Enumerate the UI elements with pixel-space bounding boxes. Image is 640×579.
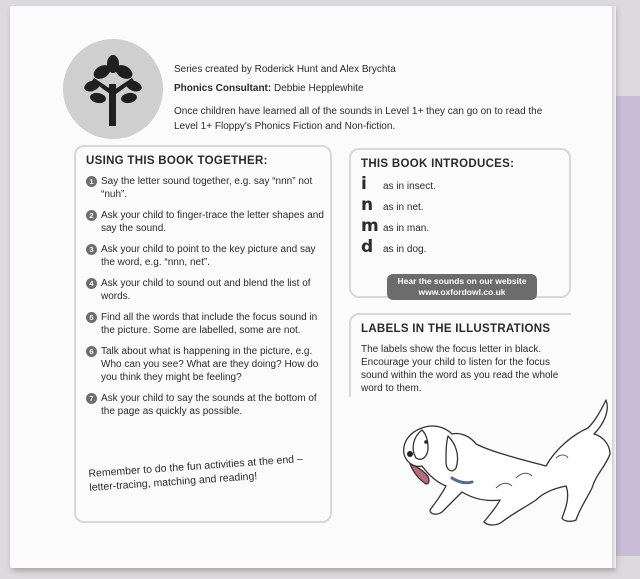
list-item <box>86 209 326 235</box>
list-item <box>361 195 436 216</box>
labels-panel <box>349 313 571 397</box>
list-item <box>86 277 326 303</box>
series-credit: Series created by Roderick Hunt and Alex Brychta <box>174 64 396 75</box>
list-item <box>86 345 326 384</box>
focus-letter: n <box>361 195 374 215</box>
step-text: Say the letter sound together, e.g. say “nnn” not “nuh”. <box>101 176 313 200</box>
step-text: Ask your child to finger-trace the letter shapes and say the sound. <box>101 210 324 234</box>
letter-example: as in insect. <box>383 181 436 192</box>
letter-example: as in man. <box>383 223 430 234</box>
step-number-icon: 1 <box>86 176 97 187</box>
labels-text: The labels show the focus letter in black. Encourage your child to listen for the focus sound within the word as you read the whole word to them. <box>361 344 559 394</box>
introduces-title: THIS BOOK INTRODUCES: <box>361 158 515 170</box>
introduces-panel <box>349 148 571 298</box>
labels-title: LABELS IN THE ILLUSTRATIONS <box>361 323 551 335</box>
step-number-icon: 2 <box>86 210 97 221</box>
step-text: Talk about what is happening in the picture, e.g. Who can you see? What are they doing? How do you think they might be feeling? <box>101 346 319 383</box>
step-number-icon: 7 <box>86 393 97 404</box>
letter-example: as in dog. <box>383 244 427 255</box>
consultant-credit <box>174 79 396 98</box>
consultant-label: Phonics Consultant: <box>174 83 272 94</box>
using-book-panel <box>74 145 332 523</box>
dog-illustration-icon <box>396 388 620 538</box>
list-item <box>86 392 326 418</box>
step-text: Ask your child to sound out and blend the list of words. <box>101 278 311 302</box>
focus-letter: i <box>361 174 367 194</box>
focus-letter: d <box>361 237 374 257</box>
using-book-title: USING THIS BOOK TOGETHER: <box>86 155 268 167</box>
list-item <box>86 243 326 269</box>
letters-list <box>361 174 436 258</box>
credits <box>174 60 396 98</box>
list-item <box>361 174 436 195</box>
tree-logo-icon <box>58 34 168 144</box>
website-line1: Hear the sounds on our website <box>397 276 527 286</box>
remember-note: Remember to do the fun activities at the end – letter-tracing, matching and reading! <box>88 453 304 494</box>
website-banner <box>387 274 537 300</box>
list-item <box>361 237 436 258</box>
step-text: Ask your child to say the sounds at the bottom of the page as quickly as possible. <box>101 393 317 417</box>
step-text: Ask your child to point to the key picture and say the word, e.g. “nnn, net”. <box>101 244 316 268</box>
consultant-name: Debbie Hepplewhite <box>274 83 364 94</box>
step-number-icon: 6 <box>86 346 97 357</box>
step-number-icon: 3 <box>86 244 97 255</box>
steps-list <box>86 175 326 426</box>
step-number-icon: 5 <box>86 312 97 323</box>
list-item <box>86 175 326 201</box>
step-number-icon: 4 <box>86 278 97 289</box>
step-text: Find all the words that include the focus sound in the picture. Some are labelled, some are not. <box>101 312 318 336</box>
list-item <box>86 311 326 337</box>
list-item <box>361 216 436 237</box>
letter-example: as in net. <box>383 202 424 213</box>
intro-text: Once children have learned all of the sounds in Level 1+ they can go on to read the Level 1+ Floppy's Phonics Fiction and Non-fiction. <box>174 106 543 132</box>
focus-letter: m <box>361 216 379 236</box>
website-url: www.oxfordowl.co.uk <box>418 287 506 297</box>
